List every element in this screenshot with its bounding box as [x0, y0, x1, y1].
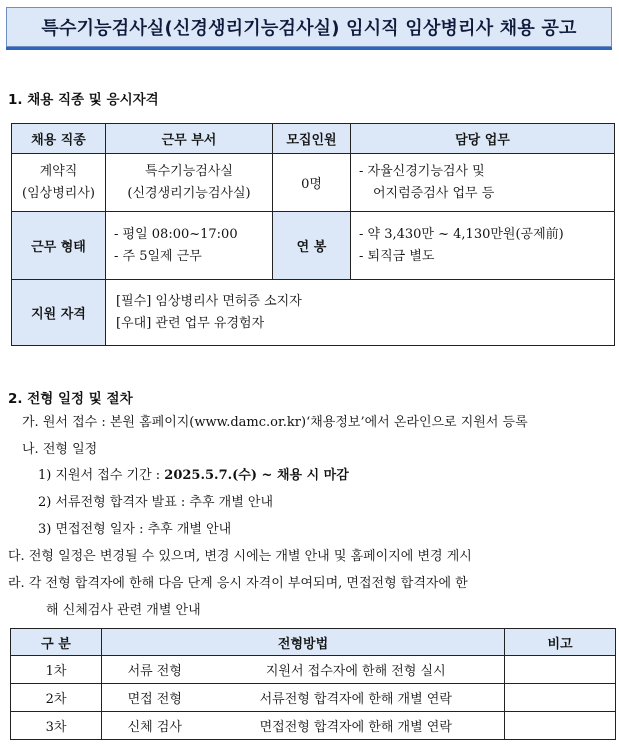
note-cell: [505, 656, 616, 684]
schedule-step-2: 2) 서류전형 합격자 발표 : 추후 개별 안내: [38, 495, 274, 510]
header-job-type: 채용 직종: [12, 124, 106, 154]
stage-cell: 2차: [11, 684, 102, 712]
qualification-line: [우대] 관련 업무 유경험자: [116, 315, 265, 331]
method-desc-cell: 면접전형 합격자에 한해 개별 연락: [208, 712, 505, 740]
header-duties: 담당 업무: [351, 124, 615, 154]
procedure-ga: 가. 원서 접수 : 본원 홈페이지(www.damc.or.kr)‘채용정보’에서 온라인으로 지원서 등록: [22, 415, 528, 430]
method-desc-cell: 서류전형 합격자에 한해 개별 연락: [208, 684, 505, 712]
selection-row: [11, 656, 616, 684]
department-cell: [106, 154, 273, 212]
qualification-label: 지원 자격: [12, 280, 106, 346]
work-form-cell: [106, 212, 273, 280]
method-type-cell: 신체 검사: [102, 712, 208, 740]
qualification-row: [12, 280, 615, 346]
note-cell: [505, 684, 616, 712]
qualification-cell: [106, 280, 615, 346]
note-cell: [505, 712, 616, 740]
work-form-label: 근무 형태: [12, 212, 106, 280]
duties-cell: [351, 154, 615, 212]
selection-row: [11, 712, 616, 740]
header-department: 근무 부서: [106, 124, 273, 154]
job-type-cell: [12, 154, 106, 212]
title-banner: [6, 7, 612, 47]
recruitment-header-row: [12, 124, 615, 154]
duties-line: 어지럼증검사 업무 등: [373, 185, 495, 201]
salary-cell: [351, 212, 615, 280]
salary-line: - 약 3,430만 ~ 4,130만원(공제前): [359, 226, 564, 242]
header-stage: 구 분: [11, 629, 102, 656]
section1-heading: 1. 채용 직종 및 응시자격: [8, 92, 159, 108]
schedule-step-1: [38, 464, 619, 483]
stage-cell: 1차: [11, 656, 102, 684]
selection-header-row: [11, 629, 616, 656]
method-desc-cell: 지원서 접수자에 한해 전형 실시: [208, 656, 505, 684]
qualification-line: [필수] 임상병리사 면허증 소지자: [116, 293, 302, 309]
application-period: 2025.5.7.(수) ~ 채용 시 마감: [164, 468, 349, 483]
section2-heading: 2. 전형 일정 및 절차: [8, 391, 133, 407]
salary-label: 연 봉: [273, 212, 351, 280]
procedure-da: 다. 전형 일정은 변경될 수 있으며, 변경 시에는 개별 안내 및 홈페이지에 변경 게시: [8, 549, 472, 564]
work-form-line: - 주 5일제 근무: [114, 248, 202, 264]
job-type-line: (임상병리사): [22, 185, 95, 201]
header-headcount: 모집인원: [273, 124, 351, 154]
header-method: 전형방법: [102, 629, 505, 656]
selection-table: [10, 628, 616, 740]
procedure-na: 나. 전형 일정: [22, 442, 98, 457]
schedule-step-3: 3) 면접전형 일자 : 추후 개별 안내: [38, 522, 232, 537]
schedule-step-1-label: 1) 지원서 접수 기간 :: [38, 468, 165, 483]
method-type-cell: 면접 전형: [102, 684, 208, 712]
method-type-cell: 서류 전형: [102, 656, 208, 684]
department-line: (신경생리기능검사실): [127, 185, 251, 201]
recruitment-table: [11, 123, 615, 346]
salary-line: - 퇴직금 별도: [359, 248, 435, 264]
procedure-ra: 라. 각 전형 합격자에 한해 다음 단계 응시 자격이 부여되며, 면접전형 합격자에 한: [8, 576, 468, 591]
department-line: 특수기능검사실: [145, 163, 233, 179]
selection-row: [11, 684, 616, 712]
procedure-ra-cont: 해 신체검사 관련 개별 안내: [46, 603, 201, 618]
job-type-line: 계약직: [39, 163, 78, 179]
stage-cell: 3차: [11, 712, 102, 740]
duties-line: - 자율신경기능검사 및: [359, 163, 485, 179]
work-form-line: - 평일 08:00~17:00: [114, 226, 238, 242]
header-note: 비고: [505, 629, 616, 656]
page-title: 특수기능검사실(신경생리기능검사실) 임시직 임상병리사 채용 공고: [41, 18, 577, 39]
recruitment-row: [12, 154, 615, 212]
headcount-cell: 0명: [273, 154, 351, 212]
work-row: [12, 212, 615, 280]
